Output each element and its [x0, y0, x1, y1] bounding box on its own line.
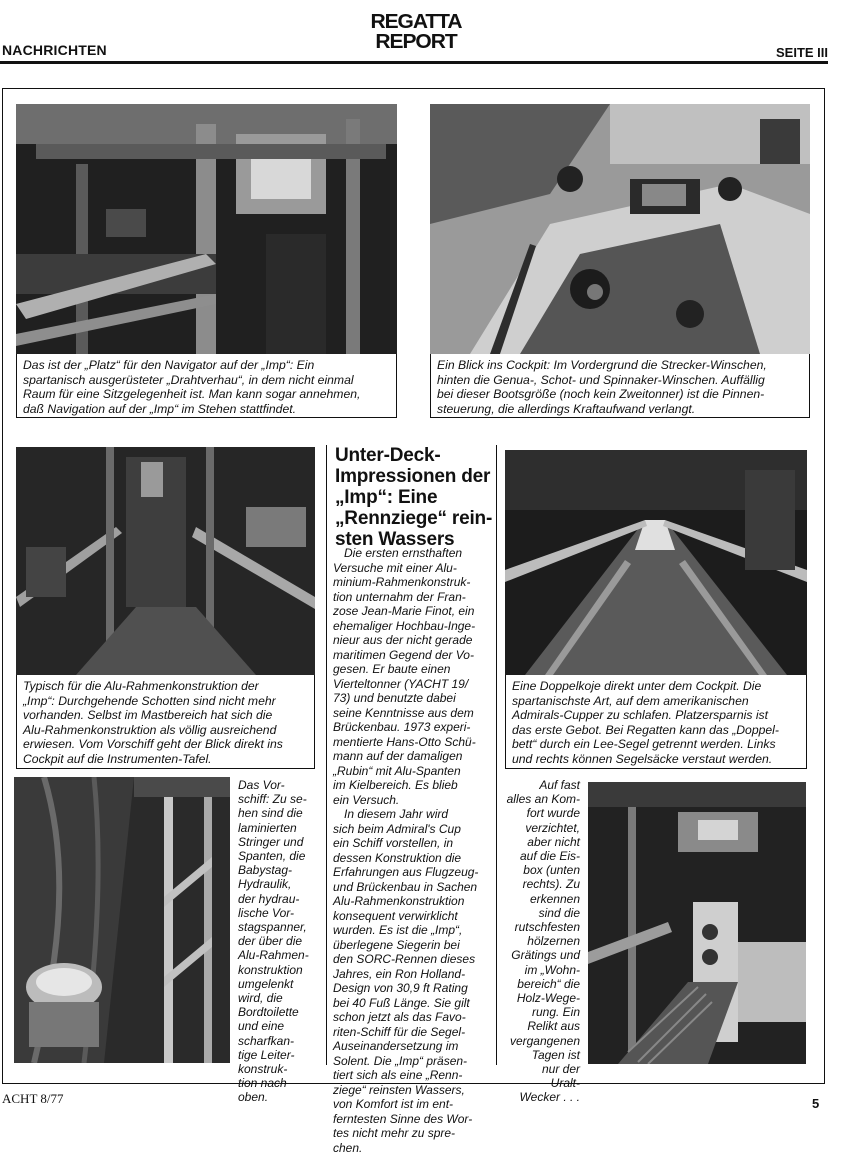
photo-saloon-icebox — [588, 782, 806, 1064]
caption-forepeak: Das Vor- schiff: Zu se- hen sind die laminierten Stringer und Spanten, die Babystag- Hydraulik, der hydrau- lische Vor- stagspanner, der über die Alu-Rahmen- konstruktion umgelenkt wird, die Bordtoilette und eine scharfkan- tige Leiter- konstruk- tion nach oben. — [238, 778, 322, 1105]
article-line: mann auf der damaligen — [333, 749, 491, 764]
photo-navigator-station — [16, 104, 397, 354]
article-line: Auseinandersetzung im — [333, 1039, 491, 1054]
article-line: 73) und benutzte dabei — [333, 691, 491, 706]
article-line: tes nicht mehr zu spre- — [333, 1126, 491, 1141]
article-line: Versuche mit einer Alu- — [333, 561, 491, 576]
article-line: wurden. Es ist die „Imp“, — [333, 923, 491, 938]
photo-forepeak — [14, 777, 230, 1063]
article-line: ziege“ reinsten Wassers, — [333, 1083, 491, 1098]
logo-line-2: REPORT — [361, 32, 470, 52]
article-line: Erfahrungen aus Flugzeug- — [333, 865, 491, 880]
article-line: Die ersten ernsthaften — [333, 546, 491, 561]
caption-icebox: Auf fast alles an Kom- fort wurde verzichtet, aber nicht auf die Eis- box (unten rechts). Zu erkennen sind die rutschfesten hölzernen Grätings und im „Wohn- bereich“ die Holz-Wege- rung. Ein Relikt aus vergangenen Tagen ist nur der Uralt- Wecker . . . — [500, 778, 580, 1105]
regatta-report-logo — [361, 12, 470, 52]
article-line: „Rubin“ mit Alu-Spanten — [333, 764, 491, 779]
article-line: dessen Konstruktion die — [333, 851, 491, 866]
article-line: gesen. Er baute einen — [333, 662, 491, 677]
photo-double-berth — [505, 450, 807, 675]
article-line: mentierte Hans-Otto Schü- — [333, 735, 491, 750]
article-line: zose Jean-Marie Finot, ein — [333, 604, 491, 619]
article-line: den SORC-Rennen dieses — [333, 952, 491, 967]
page-number: 5 — [812, 1096, 819, 1111]
section-label: NACHRICHTEN — [2, 42, 107, 58]
article-line: und Brückenbau in Sachen — [333, 880, 491, 895]
article-line: schon jetzt als das Favo- — [333, 1010, 491, 1025]
article-line: tion unternahm der Fran- — [333, 590, 491, 605]
logo-line-1: REGATTA — [361, 12, 470, 32]
article-line: minium-Rahmenkonstruk- — [333, 575, 491, 590]
article-line: Jahres, ein Ron Holland- — [333, 967, 491, 982]
article-line: ein Schiff vorstellen, in — [333, 836, 491, 851]
article-line: Alu-Rahmenkonstruktion — [333, 894, 491, 909]
article-line: ferntesten Sinne des Wor- — [333, 1112, 491, 1127]
article-body — [333, 546, 491, 1155]
article-line: chen. — [333, 1141, 491, 1155]
caption-alu-frame: Typisch für die Alu-Rahmenkonstruktion der „Imp“: Durchgehende Schotten sind nicht mehr vorhanden. Selbst im Mastbereich hat sich die Alu-Rahmenkonstruktion als völlig ausreichend erwiesen. Vom Vorschiff geht der Blick direkt ins Cockpit auf die Instrumenten-Tafel. — [16, 675, 315, 769]
caption-berth: Eine Doppelkoje direkt unter dem Cockpit. Die spartanischste Art, auf dem amerikanischen Admirals-Cupper zu schlafen. Platzersparnis ist das erste Gebot. Bei Regatten kann das „Doppel- bett“ durch ein Lee-Segel getrennt werden. Links und rechts können Segelsäcke verstaut werden. — [505, 675, 807, 769]
article-line: Brückenbau. 1973 experi- — [333, 720, 491, 735]
article-line: Solent. Die „Imp“ präsen- — [333, 1054, 491, 1069]
article-headline: Unter-Deck- Impressionen der „Imp“: Eine „Rennziege“ rein- sten Wassers — [335, 445, 490, 550]
article-line: bei 40 Fuß Länge. Sie gilt — [333, 996, 491, 1011]
article-line: ehemaliger Hochbau-Inge- — [333, 619, 491, 634]
photo-alu-frame-interior — [16, 447, 315, 675]
article-line: riten-Schiff für die Segel- — [333, 1025, 491, 1040]
article-line: überlegene Siegerin bei — [333, 938, 491, 953]
article-line: In diesem Jahr wird — [333, 807, 491, 822]
column-rule-left — [326, 445, 327, 1065]
article-line: maritimen Gegend der Vo- — [333, 648, 491, 663]
photo-cockpit — [430, 104, 810, 354]
article-line: nieur aus der nicht gerade — [333, 633, 491, 648]
article-line: von Komfort ist im ent- — [333, 1097, 491, 1112]
article-line: Vierteltonner (YACHT 19/ — [333, 677, 491, 692]
article-line: tiert sich als eine „Renn- — [333, 1068, 491, 1083]
article-line: Design von 30,9 ft Rating — [333, 981, 491, 996]
caption-navigator: Das ist der „Platz“ für den Navigator auf der „Imp“: Ein spartanisch ausgerüsteter „Drahtverhau“, in dem nicht einmal Raum für eine Sitzgelegenheit ist. Man kann sogar annehmen, daß Navigation auf der „Imp“ im Stehen stattfindet. — [16, 354, 397, 418]
caption-cockpit: Ein Blick ins Cockpit: Im Vordergrund die Strecker-Winschen, hinten die Genua-, Schot- und Spinnaker-Winschen. Auffällig bei dieser Bootsgröße (noch kein Zweitonner) ist die Pinnen- steuerung, die allerdings Kraftaufwand verlangt. — [430, 354, 810, 418]
issue-label: ACHT 8/77 — [2, 1091, 64, 1107]
column-rule-right — [496, 445, 497, 1065]
article-line: sich beim Admiral's Cup — [333, 822, 491, 837]
page-label: SEITE III — [776, 45, 828, 60]
header-rule — [0, 61, 828, 64]
article-line: ein Versuch. — [333, 793, 491, 808]
article-line: seine Kenntnisse aus dem — [333, 706, 491, 721]
article-line: konsequent verwirklicht — [333, 909, 491, 924]
article-line: im Kielbereich. Es blieb — [333, 778, 491, 793]
